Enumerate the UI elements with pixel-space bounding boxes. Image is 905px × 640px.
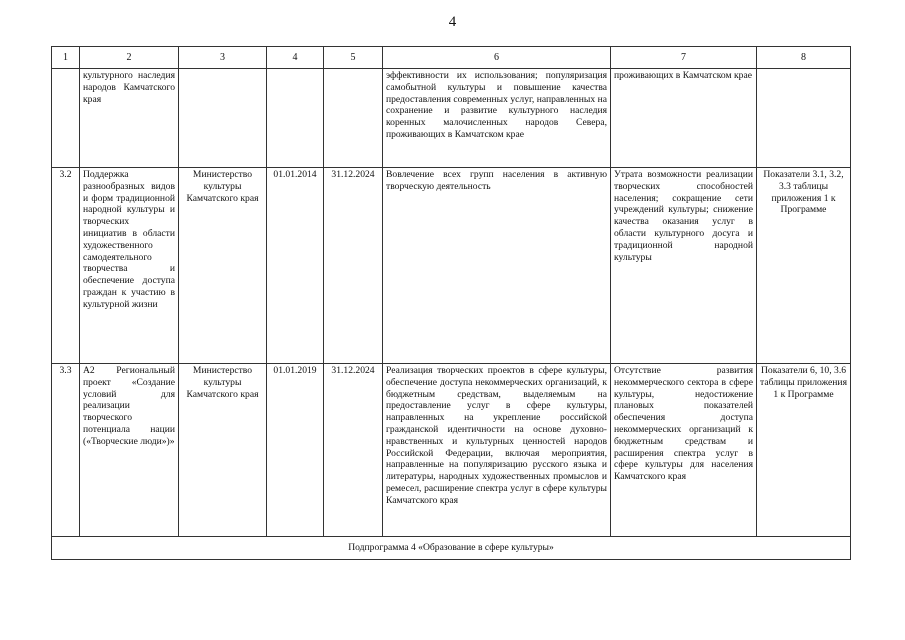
cell-executor <box>179 69 267 168</box>
cell-result: Вовлечение всех групп населения в активную творческую деятельность <box>383 168 611 364</box>
cell-end: 31.12.2024 <box>324 168 383 364</box>
column-header-5: 5 <box>324 47 383 69</box>
column-header-3: 3 <box>179 47 267 69</box>
cell-num: 3.3 <box>52 364 80 537</box>
cell-end <box>324 69 383 168</box>
column-header-1: 1 <box>52 47 80 69</box>
cell-consequences: Утрата возможности реализации творческих способностей населения; сокращение сети учреждений культуры; снижение качества оказания услуг в области культурного досуга и традиционной народной культуры <box>611 168 757 364</box>
cell-name: культурного наследия народов Камчатского края <box>80 69 179 168</box>
cell-result: Реализация творческих проектов в сфере культуры, обеспечение доступа некоммерческих организаций, к бюджетным средствам, выделяемым на предоставление услуг в сфере культуры, направленных на укрепление российской гражданской идентичности на основе духовно-нравственных и культурных ценностей народов Российской Федерации, включая мероприятия, направленные на популяризацию русского языка и литературы, народных художественных промыслов и ремесел, расширение спектра услуг в сфере культуры Камчатского края <box>383 364 611 537</box>
cell-num: 3.2 <box>52 168 80 364</box>
cell-start <box>267 69 324 168</box>
cell-executor: Министерство культуры Камчатского края <box>179 364 267 537</box>
cell-num <box>52 69 80 168</box>
column-header-2: 2 <box>80 47 179 69</box>
subprogram-title: Подпрограмма 4 «Образование в сфере культуры» <box>52 537 851 560</box>
table-row-3-2 <box>52 168 851 364</box>
column-header-4: 4 <box>267 47 324 69</box>
cell-start: 01.01.2014 <box>267 168 324 364</box>
cell-end: 31.12.2024 <box>324 364 383 537</box>
column-number-row <box>52 47 851 69</box>
cell-name: А2 Региональный проект «Создание условий для реализации творческого потенциала нации («Творческие люди»)» <box>80 364 179 537</box>
cell-consequences: Отсутствие развития некоммерческого сектора в сфере культуры, недостижение плановых показателей обеспечения доступа некоммерческих организаций к бюджетным средствам и расширения спектра услуг в сфере культуры для населения Камчатского края <box>611 364 757 537</box>
table-row-3-3 <box>52 364 851 537</box>
column-header-8: 8 <box>757 47 851 69</box>
program-table <box>51 46 851 560</box>
cell-result: эффективности их использования; популяризация самобытной культуры и повышение качества предоставления современных услуг, направленных на сохранение и развитие культурного наследия коренных малочисленных народов Севера, проживающих в Камчатском крае <box>383 69 611 168</box>
cell-start: 01.01.2019 <box>267 364 324 537</box>
cell-name: Поддержка разнообразных видов и форм традиционной народной культуры и творческих инициатив в области художественного самодеятельного творчества и обеспечение доступа граждан к участию в культурной жизни <box>80 168 179 364</box>
cell-executor: Министерство культуры Камчатского края <box>179 168 267 364</box>
cell-consequences: проживающих в Камчатском крае <box>611 69 757 168</box>
subprogram-row <box>52 537 851 560</box>
column-header-7: 7 <box>611 47 757 69</box>
table-row-continued <box>52 69 851 168</box>
cell-indicators: Показатели 3.1, 3.2, 3.3 таблицы приложения 1 к Программе <box>757 168 851 364</box>
cell-indicators: Показатели 6, 10, 3.6 таблицы приложения 1 к Программе <box>757 364 851 537</box>
page-number: 4 <box>448 14 457 30</box>
column-header-6: 6 <box>383 47 611 69</box>
cell-indicators <box>757 69 851 168</box>
